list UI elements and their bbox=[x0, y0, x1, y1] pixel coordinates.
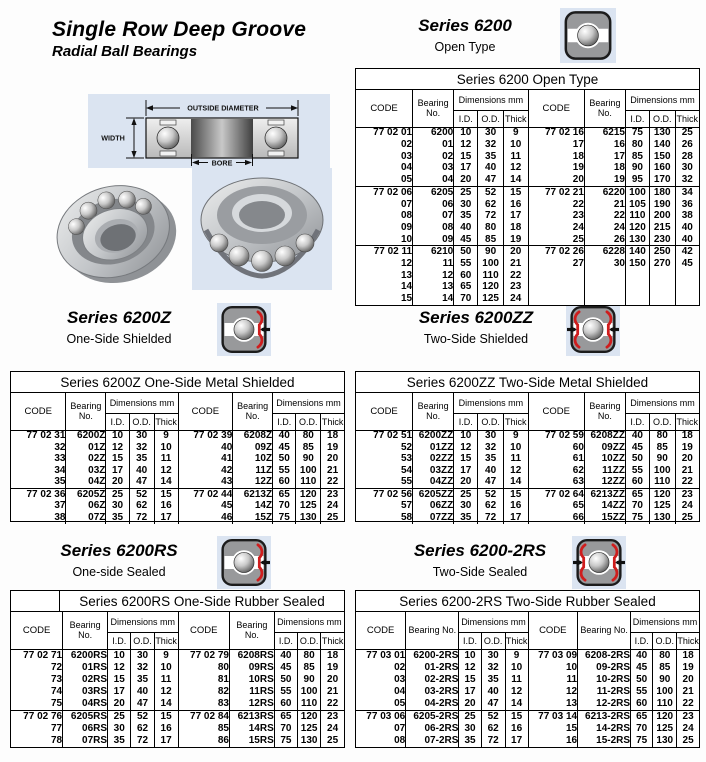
bearing-row: 77 02 36 6205Z 25 52 15 bbox=[11, 489, 178, 501]
bearing-row: 12 11-2RS 55 100 21 bbox=[528, 686, 699, 698]
bearing-row: 63 12ZZ 60 110 22 bbox=[528, 477, 699, 489]
bearing-row: 12 11 55 100 21 bbox=[356, 258, 528, 270]
bearing-row: 10 09 45 85 19 bbox=[356, 234, 528, 246]
bearing-table-half bbox=[178, 393, 345, 524]
bearing-photo-cage bbox=[192, 168, 332, 290]
col-header-code: CODE bbox=[528, 393, 584, 430]
bearing-row: 77 02 56 6205ZZ 25 52 15 bbox=[356, 489, 528, 501]
series-type-label: Two-Side Sealed bbox=[432, 565, 528, 579]
bearing-row: 52 01ZZ 12 32 10 bbox=[356, 442, 528, 454]
table-title-row bbox=[356, 372, 699, 393]
col-header-thick: Thick bbox=[505, 632, 527, 649]
table-title: Series 6200ZZ Two-Side Metal Shielded bbox=[406, 374, 649, 390]
col-header-od: O.D. bbox=[478, 413, 504, 430]
col-header-thick: Thick bbox=[503, 413, 527, 430]
bearing-row: 45 14Z 70 125 24 bbox=[178, 501, 344, 513]
col-header-code: CODE bbox=[356, 393, 413, 430]
table-title-row bbox=[356, 591, 699, 612]
bearing-row: 77 02 59 6208ZZ 40 80 18 bbox=[528, 430, 699, 442]
bearing-table-half bbox=[528, 90, 700, 305]
section-heading-6200z bbox=[28, 308, 210, 346]
title-spacer-cell bbox=[11, 591, 60, 611]
col-header-thick: Thick bbox=[675, 110, 699, 127]
col-header-id: I.D. bbox=[459, 632, 481, 649]
bearing-two-side-shield-icon bbox=[566, 303, 620, 356]
bearing-row: 57 06ZZ 30 62 16 bbox=[356, 501, 528, 513]
col-header-thick: Thick bbox=[321, 632, 344, 649]
bearing-row: 77 02 11 6210 50 90 20 bbox=[356, 246, 528, 258]
bearing-row: 33 02Z 15 35 11 bbox=[11, 454, 178, 466]
col-header-od: O.D. bbox=[478, 110, 504, 127]
bearing-row: 77 03 09 6208-2RS 40 80 18 bbox=[528, 649, 699, 662]
bearing-row: 77 03 14 6213-2RS 65 120 23 bbox=[528, 710, 699, 723]
bearing-row: 77 02 01 6200 10 30 9 bbox=[356, 127, 528, 139]
bearing-row: 02 01 12 32 10 bbox=[356, 139, 528, 151]
bearing-row: 07 06-2RS 30 62 16 bbox=[356, 723, 528, 735]
bearing-row: 35 04Z 20 47 14 bbox=[11, 477, 178, 489]
col-header-od: O.D. bbox=[131, 632, 154, 649]
bearing-cross-section-drawing bbox=[88, 94, 330, 168]
col-header-code: CODE bbox=[528, 612, 578, 649]
bearing-row: 77 03 06 6205-2RS 25 52 15 bbox=[356, 710, 528, 723]
col-header-id: I.D. bbox=[106, 413, 129, 430]
col-header-code: CODE bbox=[356, 612, 406, 649]
col-header-dimensions: Dimensions mm bbox=[454, 393, 528, 413]
bearing-row: 11 10-2RS 50 90 20 bbox=[528, 674, 699, 686]
bearing-one-side-seal-icon bbox=[217, 536, 271, 589]
bearing-row: 25 26 130 230 40 bbox=[528, 234, 699, 246]
bearing-row: 20 19 95 170 32 bbox=[528, 174, 699, 186]
bearing-table-half bbox=[528, 612, 700, 747]
bearing-row: 08 07-2RS 35 72 17 bbox=[356, 735, 528, 747]
bearing-row: 77 02 79 6208RS 40 80 18 bbox=[178, 649, 344, 662]
label-width: WIDTH bbox=[101, 133, 125, 143]
bearing-row bbox=[528, 270, 699, 282]
table-title-row bbox=[11, 591, 344, 612]
bearing-row: 09 08 40 80 18 bbox=[356, 222, 528, 234]
col-header-dimensions: Dimensions mm bbox=[108, 612, 178, 632]
bearing-table-half bbox=[528, 393, 700, 524]
col-header-id: I.D. bbox=[625, 413, 649, 430]
section-heading-6200-2rs bbox=[380, 541, 580, 579]
col-header-dimensions: Dimensions mm bbox=[631, 612, 699, 632]
bearing-row: 77 02 84 6213RS 65 120 23 bbox=[178, 710, 344, 723]
bearing-row: 41 10Z 50 90 20 bbox=[178, 454, 344, 466]
col-header-id: I.D. bbox=[454, 413, 478, 430]
table-series-6200-2rs bbox=[355, 590, 700, 748]
series-type-label: One-side Sealed bbox=[72, 565, 166, 579]
col-header-od: O.D. bbox=[649, 110, 675, 127]
bearing-row: 15 14 70 125 24 bbox=[356, 293, 528, 305]
col-header-code: CODE bbox=[178, 393, 233, 430]
col-header-code: CODE bbox=[11, 393, 66, 430]
col-header-bearing: Bearing No. bbox=[406, 612, 459, 649]
bearing-row: 08 07 35 72 17 bbox=[356, 210, 528, 222]
col-header-id: I.D. bbox=[625, 110, 649, 127]
series-type-label: Open Type bbox=[434, 40, 496, 54]
bearing-row: 77 02 16 6215 75 130 25 bbox=[528, 127, 699, 139]
page-subtitle: Radial Ball Bearings bbox=[52, 43, 198, 60]
col-header-thick: Thick bbox=[154, 413, 177, 430]
bearing-row bbox=[528, 282, 699, 294]
bearing-row: 77 03 01 6200-2RS 10 30 9 bbox=[356, 649, 528, 662]
bearing-row: 40 09Z 45 85 19 bbox=[178, 442, 344, 454]
bearing-row: 55 04ZZ 20 47 14 bbox=[356, 477, 528, 489]
bearing-row: 86 15RS 75 130 25 bbox=[178, 735, 344, 747]
col-header-od: O.D. bbox=[129, 413, 154, 430]
col-header-code: CODE bbox=[178, 612, 229, 649]
bearing-row: 77 02 64 6213ZZ 65 120 23 bbox=[528, 489, 699, 501]
bearing-row: 72 01RS 12 32 10 bbox=[11, 662, 178, 674]
col-header-dimensions: Dimensions mm bbox=[454, 90, 528, 110]
col-header-id: I.D. bbox=[631, 632, 653, 649]
section-heading-6200 bbox=[385, 16, 545, 54]
bearing-row: 17 16 80 140 26 bbox=[528, 139, 699, 151]
bearing-row: 03 02 15 35 11 bbox=[356, 151, 528, 163]
col-header-bearing: Bearing No. bbox=[584, 393, 625, 430]
table-series-6200rs bbox=[10, 590, 345, 748]
bearing-row: 60 09ZZ 45 85 19 bbox=[528, 442, 699, 454]
bearing-row: 34 03Z 17 40 12 bbox=[11, 465, 178, 477]
bearing-row: 77 02 31 6200Z 10 30 9 bbox=[11, 430, 178, 442]
table-title: Series 6200 Open Type bbox=[456, 71, 599, 87]
col-header-dimensions: Dimensions mm bbox=[459, 612, 528, 632]
bearing-row: 81 10RS 50 90 20 bbox=[178, 674, 344, 686]
bearing-row bbox=[528, 293, 699, 305]
col-header-od: O.D. bbox=[298, 632, 321, 649]
label-bore: BORE bbox=[211, 158, 233, 168]
table-series-6200-open bbox=[355, 68, 700, 306]
series-type-label: One-Side Shielded bbox=[66, 332, 172, 346]
bearing-row: 24 24 120 215 40 bbox=[528, 222, 699, 234]
table-series-6200z bbox=[10, 371, 345, 522]
bearing-row: 37 06Z 30 62 16 bbox=[11, 501, 178, 513]
bearing-table-half bbox=[178, 612, 345, 747]
col-header-dimensions: Dimensions mm bbox=[274, 612, 344, 632]
bearing-row: 07 06 30 62 16 bbox=[356, 199, 528, 211]
bearing-row: 74 03RS 17 40 12 bbox=[11, 686, 178, 698]
bearing-row: 05 04-2RS 20 47 14 bbox=[356, 698, 528, 711]
bearing-row: 27 30 150 270 45 bbox=[528, 258, 699, 270]
col-header-id: I.D. bbox=[454, 110, 478, 127]
bearing-row: 43 12Z 60 110 22 bbox=[178, 477, 344, 489]
bearing-row: 58 07ZZ 35 72 17 bbox=[356, 512, 528, 524]
bearing-row: 54 03ZZ 17 40 12 bbox=[356, 465, 528, 477]
table-title-row bbox=[356, 69, 699, 90]
bearing-row: 77 02 76 6205RS 25 52 15 bbox=[11, 710, 178, 723]
bearing-photo-angled bbox=[46, 164, 186, 304]
series-title: Series 6200-2RS bbox=[413, 541, 547, 560]
bearing-row: 14 13 65 120 23 bbox=[356, 282, 528, 294]
bearing-row: 03 02-2RS 15 35 11 bbox=[356, 674, 528, 686]
bearing-row: 18 17 85 150 28 bbox=[528, 151, 699, 163]
bearing-row: 42 11Z 55 100 21 bbox=[178, 465, 344, 477]
col-header-bearing: Bearing No. bbox=[413, 90, 454, 127]
col-header-bearing: Bearing No. bbox=[66, 393, 106, 430]
series-type-label: Two-Side Shielded bbox=[423, 332, 529, 346]
bearing-row: 19 18 90 160 30 bbox=[528, 163, 699, 175]
bearing-row: 73 02RS 15 35 11 bbox=[11, 674, 178, 686]
col-header-od: O.D. bbox=[653, 632, 677, 649]
col-header-dimensions: Dimensions mm bbox=[106, 393, 178, 413]
bearing-table-half bbox=[356, 612, 528, 747]
bearing-table-half bbox=[356, 90, 528, 305]
col-header-thick: Thick bbox=[677, 632, 699, 649]
col-header-id: I.D. bbox=[273, 413, 296, 430]
bearing-row: 22 21 105 190 36 bbox=[528, 199, 699, 211]
bearing-row: 83 12RS 60 110 22 bbox=[178, 698, 344, 711]
bearing-row: 77 02 39 6208Z 40 80 18 bbox=[178, 430, 344, 442]
col-header-code: CODE bbox=[11, 612, 63, 649]
bearing-row: 62 11ZZ 55 100 21 bbox=[528, 465, 699, 477]
page-header bbox=[52, 18, 306, 60]
bearing-row: 75 04RS 20 47 14 bbox=[11, 698, 178, 711]
series-title: Series 6200Z bbox=[67, 308, 171, 327]
series-title: Series 6200ZZ bbox=[418, 308, 534, 327]
col-header-bearing: Bearing No. bbox=[63, 612, 108, 649]
col-header-thick: Thick bbox=[154, 632, 177, 649]
table-title: Series 6200Z One-Side Metal Shielded bbox=[60, 374, 295, 390]
bearing-row: 77 02 44 6213Z 65 120 23 bbox=[178, 489, 344, 501]
bearing-row: 77 02 26 6228 140 250 42 bbox=[528, 246, 699, 258]
bearing-row: 13 12-2RS 60 110 22 bbox=[528, 698, 699, 711]
bearing-row: 53 02ZZ 15 35 11 bbox=[356, 454, 528, 466]
bearing-row: 16 15-2RS 75 130 25 bbox=[528, 735, 699, 747]
page-title: Single Row Deep Groove bbox=[52, 18, 307, 41]
bearing-row: 02 01-2RS 12 32 10 bbox=[356, 662, 528, 674]
bearing-row: 38 07Z 35 72 17 bbox=[11, 512, 178, 524]
col-header-thick: Thick bbox=[675, 413, 699, 430]
bearing-row: 77 06RS 30 62 16 bbox=[11, 723, 178, 735]
col-header-dimensions: Dimensions mm bbox=[273, 393, 344, 413]
col-header-bearing: Bearing No. bbox=[229, 612, 274, 649]
table-title: Series 6200-2RS Two-Side Rubber Sealed bbox=[399, 593, 656, 609]
col-header-bearing: Bearing No. bbox=[413, 393, 454, 430]
bearing-row: 46 15Z 75 130 25 bbox=[178, 512, 344, 524]
bearing-row: 85 14RS 70 125 24 bbox=[178, 723, 344, 735]
bearing-open-icon bbox=[560, 8, 616, 63]
bearing-row: 04 03 17 40 12 bbox=[356, 163, 528, 175]
label-outside-diameter: OUTSIDE DIAMETER bbox=[187, 103, 259, 113]
col-header-thick: Thick bbox=[503, 110, 527, 127]
col-header-od: O.D. bbox=[296, 413, 321, 430]
section-heading-6200zz bbox=[380, 308, 572, 346]
bearing-two-side-seal-icon bbox=[572, 536, 626, 589]
series-title: Series 6200RS bbox=[60, 541, 178, 560]
col-header-id: I.D. bbox=[108, 632, 131, 649]
col-header-bearing: Bearing No. bbox=[233, 393, 273, 430]
bearing-row: 65 14ZZ 70 125 24 bbox=[528, 501, 699, 513]
bearing-row: 77 02 71 6200RS 10 30 9 bbox=[11, 649, 178, 662]
bearing-row: 66 15ZZ 75 130 25 bbox=[528, 512, 699, 524]
bearing-row: 77 02 06 6205 25 52 15 bbox=[356, 186, 528, 198]
bearing-row: 23 22 110 200 38 bbox=[528, 210, 699, 222]
col-header-code: CODE bbox=[356, 90, 413, 127]
bearing-table-half bbox=[11, 612, 178, 747]
bearing-row: 80 09RS 45 85 19 bbox=[178, 662, 344, 674]
bearing-table-half bbox=[356, 393, 528, 524]
col-header-thick: Thick bbox=[321, 413, 344, 430]
table-series-6200zz bbox=[355, 371, 700, 522]
bearing-row: 04 03-2RS 17 40 12 bbox=[356, 686, 528, 698]
table-title: Series 6200RS One-Side Rubber Sealed bbox=[79, 593, 325, 609]
series-title: Series 6200 bbox=[418, 16, 512, 35]
col-header-od: O.D. bbox=[649, 413, 675, 430]
bearing-row: 82 11RS 55 100 21 bbox=[178, 686, 344, 698]
col-header-code: CODE bbox=[528, 90, 584, 127]
bearing-row: 77 02 21 6220 100 180 34 bbox=[528, 186, 699, 198]
dimension-diagram bbox=[88, 94, 330, 168]
section-heading-6200rs bbox=[28, 541, 210, 579]
col-header-bearing: Bearing No. bbox=[578, 612, 631, 649]
col-header-od: O.D. bbox=[481, 632, 505, 649]
col-header-id: I.D. bbox=[274, 632, 297, 649]
bearing-table-half bbox=[11, 393, 178, 524]
col-header-dimensions: Dimensions mm bbox=[625, 90, 699, 110]
bearing-row: 10 09-2RS 45 85 19 bbox=[528, 662, 699, 674]
bearing-row: 32 01Z 12 32 10 bbox=[11, 442, 178, 454]
bearing-row: 15 14-2RS 70 125 24 bbox=[528, 723, 699, 735]
bearing-row: 77 02 51 6200ZZ 10 30 9 bbox=[356, 430, 528, 442]
col-header-bearing: Bearing No. bbox=[584, 90, 625, 127]
col-header-dimensions: Dimensions mm bbox=[625, 393, 699, 413]
bearing-row: 78 07RS 35 72 17 bbox=[11, 735, 178, 747]
table-title-row bbox=[11, 372, 344, 393]
bearing-row: 61 10ZZ 50 90 20 bbox=[528, 454, 699, 466]
bearing-row: 13 12 60 110 22 bbox=[356, 270, 528, 282]
bearing-one-side-shield-icon bbox=[217, 303, 271, 356]
bearing-row: 05 04 20 47 14 bbox=[356, 174, 528, 186]
